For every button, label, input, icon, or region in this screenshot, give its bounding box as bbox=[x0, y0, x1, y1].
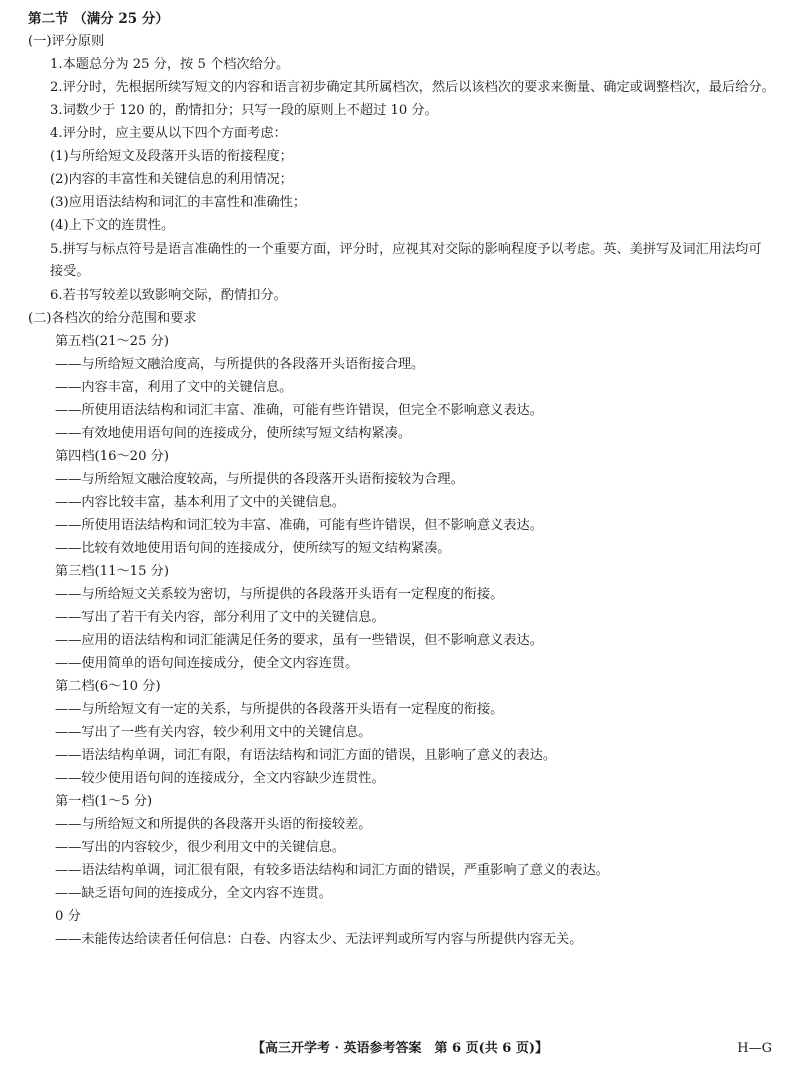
level-point: ——所使用语法结构和词汇较为丰富、准确，可能有些许错误，但不影响意义表达。 bbox=[55, 518, 543, 533]
level-point: ——与所给短文融洽度较高，与所提供的各段落开头语衔接较为合理。 bbox=[55, 472, 464, 487]
principle-item: 3.词数少于 120 的，酌情扣分；只写一段的原则上不超过 10 分。 bbox=[50, 103, 438, 118]
principles-heading: (一)评分原则 bbox=[28, 34, 105, 49]
level-name: 第五档(21～25 分) bbox=[55, 334, 169, 349]
principle-item: 6.若书写较差以致影响交际，酌情扣分。 bbox=[50, 288, 287, 303]
level-name: 第二档(6～10 分) bbox=[55, 679, 161, 694]
paper-code: H—G bbox=[737, 1041, 772, 1056]
section-title: 第二节 （满分 25 分） bbox=[28, 11, 169, 27]
levels-heading: (二)各档次的给分范围和要求 bbox=[28, 311, 197, 326]
level-point: ——写出了一些有关内容，较少利用文中的关键信息。 bbox=[55, 725, 372, 740]
level-point: ——与所给短文和所提供的各段落开头语的衔接较差。 bbox=[55, 817, 372, 832]
level-point: ——未能传达给读者任何信息：白卷、内容太少、无法评判或所写内容与所提供内容无关。 bbox=[55, 932, 583, 947]
principle-item: 1.本题总分为 25 分，按 5 个档次给分。 bbox=[50, 57, 290, 72]
level-point: ——内容比较丰富，基本利用了文中的关键信息。 bbox=[55, 495, 346, 510]
level-point: ——写出了若干有关内容，部分利用了文中的关键信息。 bbox=[55, 610, 385, 625]
level-point: ——比较有效地使用语句间的连接成分，使所续写的短文结构紧凑。 bbox=[55, 541, 451, 556]
principle-subitem: (4)上下文的连贯性。 bbox=[50, 218, 175, 233]
level-point: ——使用简单的语句间连接成分，使全文内容连贯。 bbox=[55, 656, 359, 671]
principle-item: 2.评分时，先根据所续写短文的内容和语言初步确定其所属档次，然后以该档次的要求来衡量、确定或调整档次，最后给分。 bbox=[50, 80, 775, 95]
level-name: 第四档(16～20 分) bbox=[55, 449, 169, 464]
principle-item: 4.评分时，应主要从以下四个方面考虑： bbox=[50, 126, 287, 141]
level-point: ——与所给短文关系较为密切，与所提供的各段落开头语有一定程度的衔接。 bbox=[55, 587, 504, 602]
page-footer: 【高三开学考 · 英语参考答案 第 6 页(共 6 页)】 bbox=[251, 1041, 549, 1056]
level-point: ——语法结构单调，词汇很有限，有较多语法结构和词汇方面的错误，严重影响了意义的表达。 bbox=[55, 863, 609, 878]
level-name: 第一档(1～5 分) bbox=[55, 794, 153, 809]
level-point: ——应用的语法结构和词汇能满足任务的要求，虽有一些错误，但不影响意义表达。 bbox=[55, 633, 543, 648]
principle-item: 5.拼写与标点符号是语言准确性的一个重要方面，评分时，应视其对交际的影响程度予以考虑。英、美拼写及词汇用法均可接受。 bbox=[50, 242, 762, 279]
principle-subitem: (2)内容的丰富性和关键信息的利用情况； bbox=[50, 172, 293, 187]
level-name: 第三档(11～15 分) bbox=[55, 564, 169, 579]
level-point: ——与所给短文融洽度高，与所提供的各段落开头语衔接合理。 bbox=[55, 357, 425, 372]
level-point: ——与所给短文有一定的关系，与所提供的各段落开头语有一定程度的衔接。 bbox=[55, 702, 504, 717]
principle-subitem: (1)与所给短文及段落开头语的衔接程度； bbox=[50, 149, 293, 164]
principle-subitem: (3)应用语法结构和词汇的丰富性和准确性； bbox=[50, 195, 307, 210]
level-point: ——缺乏语句间的连接成分，全文内容不连贯。 bbox=[55, 886, 332, 901]
level-point: ——有效地使用语句间的连接成分，使所续写短文结构紧凑。 bbox=[55, 426, 412, 441]
level-point: ——较少使用语句间的连接成分，全文内容缺少连贯性。 bbox=[55, 771, 385, 786]
level-point: ——内容丰富，利用了文中的关键信息。 bbox=[55, 380, 293, 395]
level-point: ——写出的内容较少，很少利用文中的关键信息。 bbox=[55, 840, 346, 855]
level-name: 0 分 bbox=[55, 909, 81, 924]
level-point: ——所使用语法结构和词汇丰富、准确，可能有些许错误，但完全不影响意义表达。 bbox=[55, 403, 543, 418]
level-point: ——语法结构单调，词汇有限，有语法结构和词汇方面的错误，且影响了意义的表达。 bbox=[55, 748, 557, 763]
